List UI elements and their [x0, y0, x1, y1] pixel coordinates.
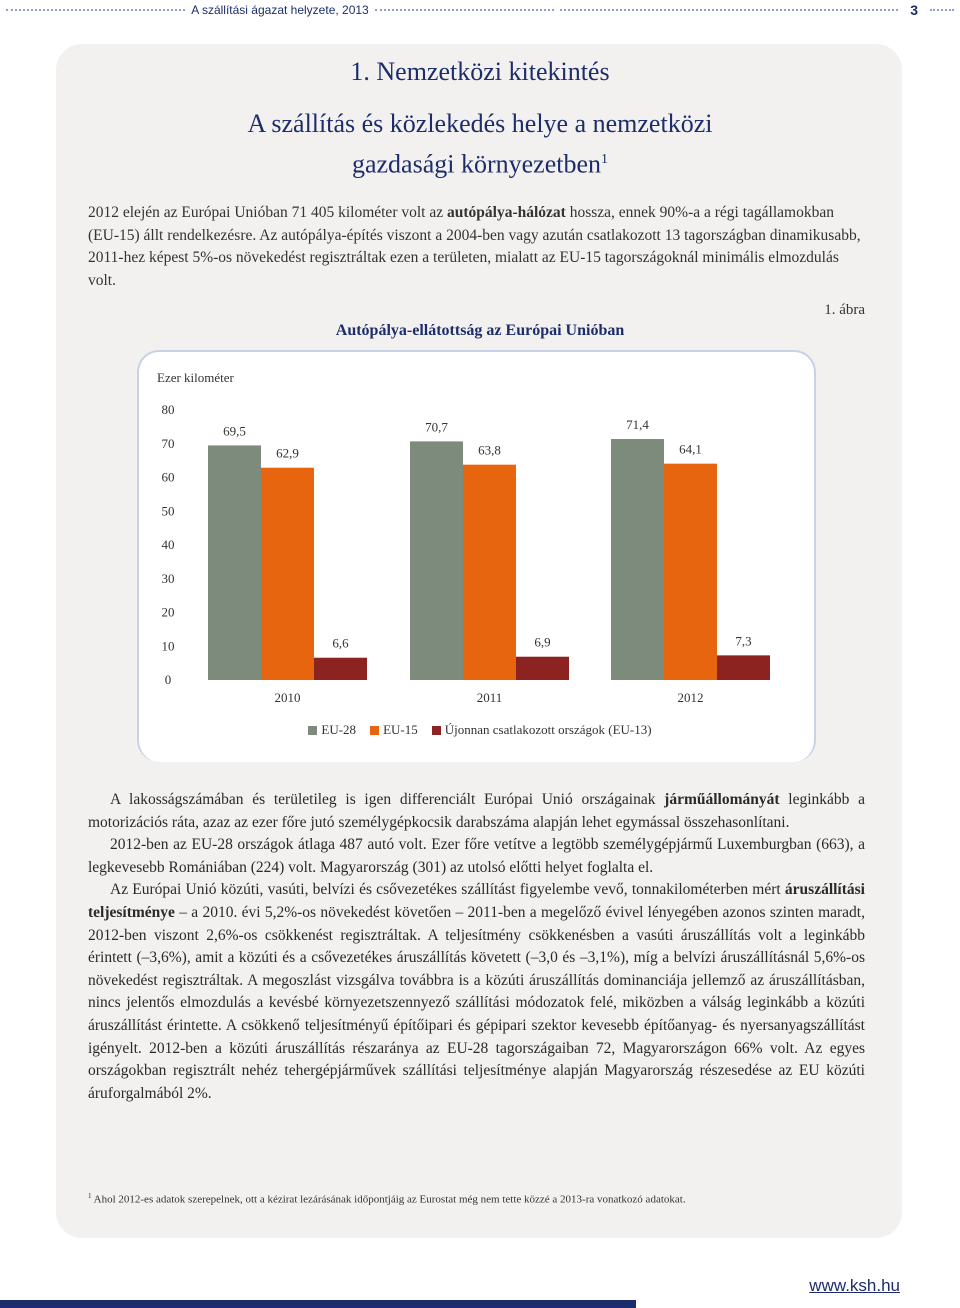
y-tick-label: 80	[161, 402, 175, 417]
x-tick-label: 2011	[476, 690, 503, 705]
body-paragraph-1	[88, 789, 865, 834]
subheading-line2: gazdasági környezetben	[351, 149, 602, 179]
intro-text-1: 2012 elején az Európai Unióban 71 405 kilométer volt az	[88, 204, 447, 221]
footer-rule	[0, 1300, 636, 1308]
footnote-text: Ahol 2012-es adatok szerepelnek, ott a kézirat lezárásának időpontjáig az Eurostat még nem tette közzé a 2013-ra vonatkozó adatokat.	[91, 1193, 686, 1206]
body-paragraph-2: 2012-ben az EU-28 országok átlaga 487 autó volt. Ezer főre vetítve a legtöbb személygépjármű Luxemburgban (663), a legkevesebb Romániában (224) volt. Magyarország (301) az utolsó előtti helyet foglalta el.	[88, 836, 865, 876]
y-tick-label: 30	[161, 570, 175, 586]
bar-eu15-2010	[261, 468, 314, 680]
bar-eu13-2010	[314, 658, 367, 680]
subheading-line1: A szállítás és közlekedés helye a nemzetközi	[247, 109, 713, 138]
legend-label: EU-15	[383, 722, 418, 737]
legend-swatch	[370, 726, 379, 735]
footnote-ref: 1	[601, 152, 609, 167]
p1-bold: járműállományát	[664, 791, 780, 808]
bar-eu28-2010	[208, 445, 261, 680]
data-label: 64,1	[679, 441, 702, 457]
data-label: 70,7	[425, 419, 448, 435]
bar-eu15-2011	[463, 465, 516, 680]
data-label: 71,4	[626, 417, 649, 433]
figure-label: 1. ábra	[824, 302, 865, 318]
legend-item	[308, 722, 356, 738]
chart-legend	[0, 722, 960, 738]
legend-swatch	[308, 726, 317, 735]
intro-bold-1: autópálya-hálózat	[446, 204, 566, 221]
chart-y-axis-label: Ezer kilométer	[157, 370, 234, 385]
p3-text-2: – a 2010. évi 5,2%-os növekedést követően – 2011-ben a megelőző évivel lényegében azonos szinten maradt, 2012-ben viszont 2,6%-os csökkenést regisztráltak. A teljesítmény csökkenésben a vasúti áruszállítás volt a leginkább érintett (–3,6%), amit a közúti és a csővezetékes áruszállítás követett (–3,0 és –3,1%), míg a belvízi áruszállításnál 5,6%-os növekedést regisztráltak. A megoszlást vizsgálva továbbra is a közúti áruszállítás dominanciája jellemző az áruszállításban, nincs jelentős elmozdulás a kevésbé környezetszennyező szállítási módozatok felé, miközben a válság leginkább a közúti áruszállítást érintette. A csökkenő teljesítményű építőipari és gépipari szektor kevesebb építőanyag- és nyersanyagszállítást igényelt. 2012-ben a közúti áruszállítás részaránya az EU-28 tagországaiban 72, Magyarországon 66% volt. Az egyes országokban regisztrált nehéz tehergépjárművek szállítási teljesítménye alapján Magyarország részesedése az EU közúti áruforgalmából 2%.	[88, 903, 865, 1102]
data-label: 6,9	[534, 634, 551, 650]
y-tick-label: 70	[161, 435, 175, 451]
data-label: 6,6	[332, 635, 349, 651]
data-label: 69,5	[223, 423, 246, 439]
y-tick-label: 50	[161, 503, 175, 519]
legend-swatch	[432, 726, 441, 735]
p1-text-2: leginkább a motorizációs ráta, azaz az ezer főre jutó személygépkocsik darabszáma alapján lehet egymással összehasonlítani.	[88, 791, 865, 831]
bar-eu13-2012	[717, 655, 770, 680]
running-header-title: A szállítási ágazat helyzete, 2013	[191, 3, 369, 17]
y-tick-label: 60	[161, 469, 175, 485]
bar-eu13-2011	[516, 657, 569, 680]
y-tick-label: 20	[161, 604, 175, 620]
data-label: 63,8	[478, 442, 501, 458]
legend-item	[432, 722, 652, 738]
chart-title: Autópálya-ellátottság az Európai Unióban	[335, 322, 625, 339]
p3-text-1: Az Európai Unió közúti, vasúti, belvízi és csővezetékes szállítást figyelembe vevő, tonnakilométerben mért	[110, 881, 785, 899]
data-label: 62,9	[276, 445, 299, 461]
y-tick-label: 10	[161, 638, 175, 654]
p3-bold: áruszállítási teljesítménye	[88, 881, 865, 921]
legend-item	[370, 722, 418, 738]
bar-eu28-2011	[410, 441, 463, 680]
legend-label: EU-28	[321, 722, 357, 737]
x-tick-label: 2010	[274, 690, 301, 705]
x-tick-label: 2012	[677, 690, 704, 705]
footnote	[88, 1192, 686, 1206]
section-heading: 1. Nemzetközi kitekintés	[350, 57, 610, 86]
body-text	[88, 789, 865, 1105]
footer-website-link[interactable]: www.ksh.hu	[809, 1276, 900, 1295]
bar-eu15-2012	[664, 464, 717, 680]
y-tick-label: 40	[161, 537, 175, 552]
bar-eu28-2012	[611, 439, 664, 680]
y-tick-label: 0	[164, 672, 172, 687]
body-paragraph-3	[88, 879, 865, 1105]
page-number: 3	[910, 2, 918, 18]
p1-text-1: A lakosságszámában és területileg is igen differenciált Európai Unió országainak	[110, 791, 665, 808]
footnote-marker: 1	[88, 1192, 92, 1200]
legend-label: Újonnan csatlakozott országok (EU-13)	[444, 722, 652, 737]
data-label: 7,3	[735, 633, 752, 649]
intro-text-2: hossza, ennek 90%-a a régi tagállamokban (EU-15) állt rendelkezésre. Az autópálya-építés viszont a 2004-ben vagy azután csatlakozott 13 tagországban dinamikusabb, 2011-hez képest 5%-os növekedést regisztráltak ezen a területen, mialatt az EU-15 tagországoknál minimális elmozdulás volt.	[88, 204, 861, 289]
